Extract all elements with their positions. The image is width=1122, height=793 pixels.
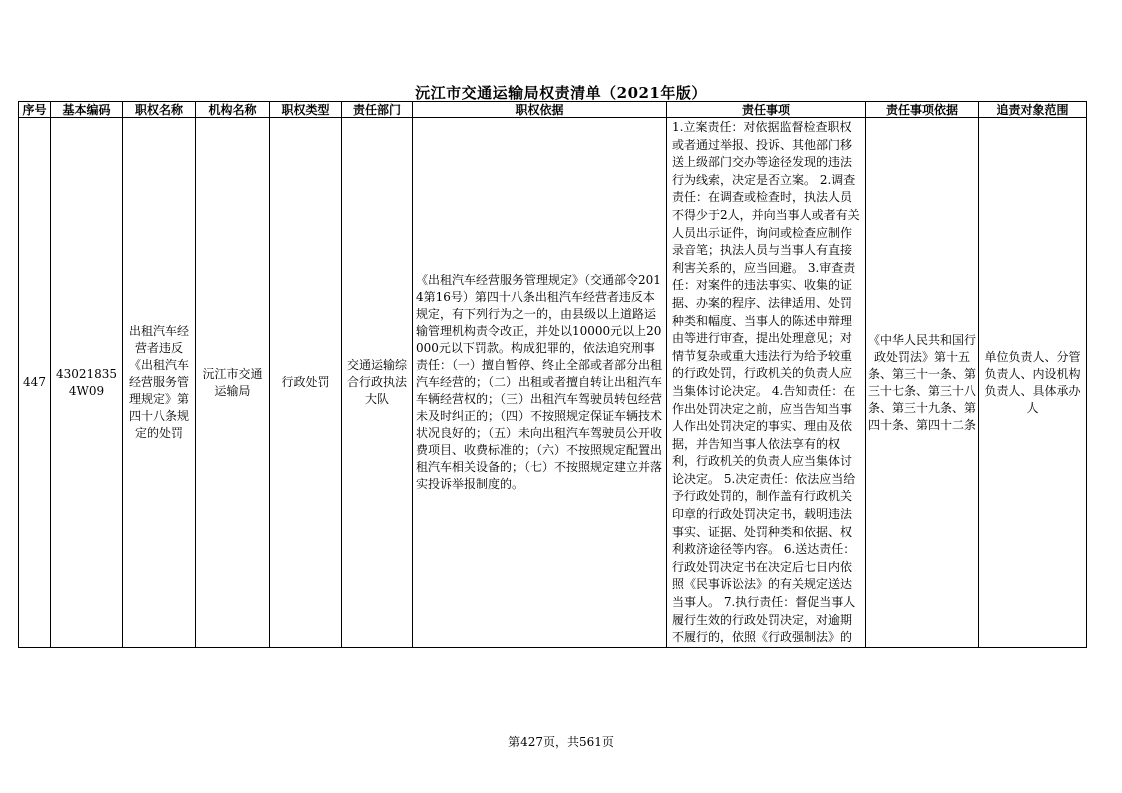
header-power-type: 职权类型 [270, 102, 342, 118]
cell-department: 交通运输综合行政执法大队 [342, 118, 413, 648]
table-header-row [19, 102, 1087, 118]
page-title: 沅江市交通运输局权责清单（2021年版） [415, 84, 707, 102]
header-department: 责任部门 [342, 102, 413, 118]
cell-accountable: 单位负责人、分管负责人、内设机构负责人、具体承办人 [979, 118, 1087, 648]
header-resp-basis: 责任事项依据 [866, 102, 979, 118]
header-agency: 机构名称 [196, 102, 270, 118]
page-number: 第427页，共561页 [508, 735, 614, 749]
header-responsibilities: 责任事项 [667, 102, 866, 118]
header-accountable: 追责对象范围 [979, 102, 1087, 118]
cell-seq: 447 [19, 118, 51, 648]
cell-responsibilities: 1.立案责任：对依据监督检查职权或者通过举报、投诉、其他部门移送上级部门交办等途径发现的违法行为线索，决定是否立案。 2.调查责任：在调查或检查时，执法人员不得少于2人，并向当事人或者有关人员出示证件，询问或检查应制作录音笔；执法人员与当事人有直接利害关系的，应当回避。 3.审查责任：对案件的违法事实、收集的证据、办案的程序、法律适用、处罚种类和幅度、当事人的陈述申辩理由等进行审查，提出处理意见；对情节复杂或重大违法行为给予较重的行政处罚，行政机关的负责人应当集体讨论决定。 4.告知责任：在作出处罚决定之前，应当告知当事人作出处罚决定的事实、理由及依据，并告知当事人依法享有的权利，行政机关的负责人应当集体讨论决定。 5.决定责任：依法应当给予行政处罚的，制作盖有行政机关印章的行政处罚决定书，载明违法事实、证据、处罚种类和依据、权利救济途径等内容。 6.送达责任：行政处罚决定书在决定后七日内依照《民事诉讼法》的有关规定送达当事人。 7.执行责任：督促当事人履行生效的行政处罚决定，对逾期不履行的，依照《行政强制法》的 [667, 118, 866, 648]
power-list-table [18, 101, 1087, 648]
cell-resp-basis: 《中华人民共和国行政处罚法》第十五条、第三十一条、第三十七条、第三十八条、第三十九条、第四十条、第四十二条 [866, 118, 979, 648]
header-power-name: 职权名称 [123, 102, 196, 118]
table-row [19, 118, 1087, 648]
cell-code: 430218354W09 [51, 118, 123, 648]
header-seq: 序号 [19, 102, 51, 118]
cell-power-type: 行政处罚 [270, 118, 342, 648]
cell-agency: 沅江市交通运输局 [196, 118, 270, 648]
cell-legal-basis: 《出租汽车经营服务管理规定》（交通部令2014第16号）第四十八条出租汽车经营者违反本规定，有下列行为之一的，由县级以上道路运输管理机构责令改正，并处以10000元以上20000元以下罚款。构成犯罪的，依法追究刑事责任：（一）擅自暂停、终止全部或者部分出租汽车经营的；（二）出租或者擅自转让出租汽车车辆经营权的；（三）出租汽车驾驶员转包经营未及时纠正的；（四）不按照规定保证车辆技术状况良好的；（五）未向出租汽车驾驶员公开收费项目、收费标准的；（六）不按照规定配置出租汽车相关设备的；（七）不按照规定建立并落实投诉举报制度的。 [413, 118, 667, 648]
header-code: 基本编码 [51, 102, 123, 118]
cell-power-name: 出租汽车经营者违反《出租汽车经营服务管理规定》第四十八条规定的处罚 [123, 118, 196, 648]
header-legal-basis: 职权依据 [413, 102, 667, 118]
